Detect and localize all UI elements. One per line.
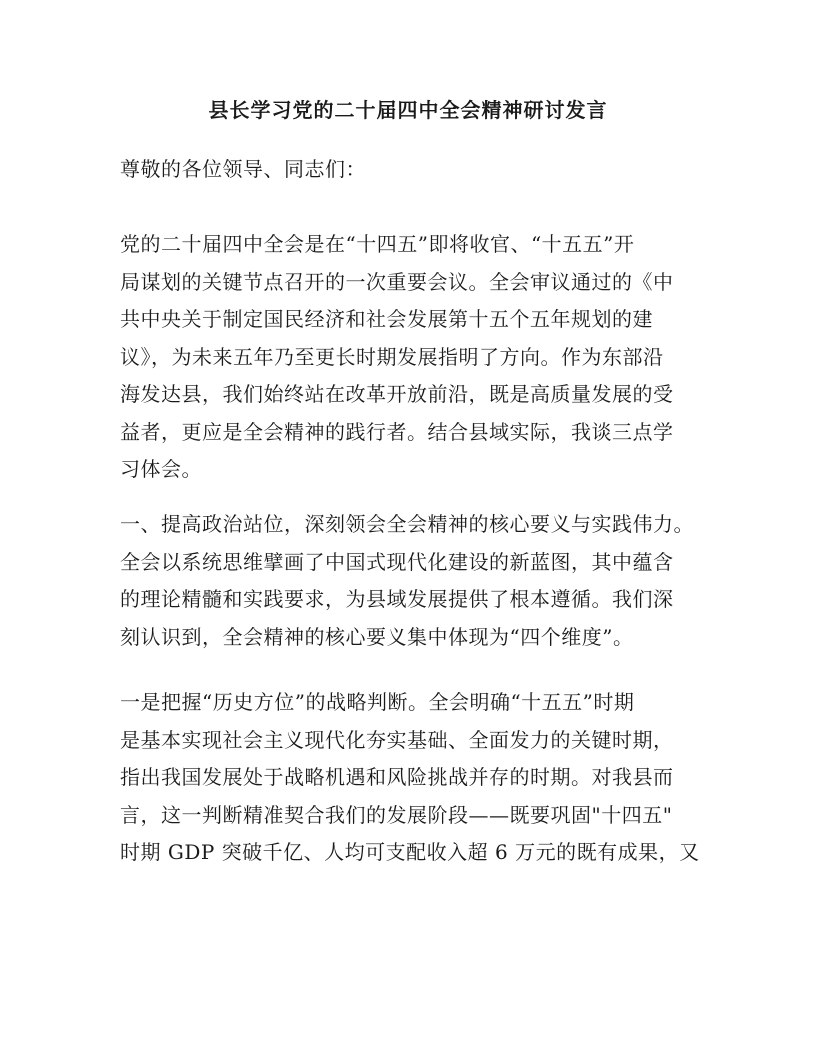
text-line: 言，这一判断精准契合我们的发展阶段——既要巩固"十四五" [120, 802, 673, 827]
text-line: 一是把握“历史方位”的战略判断。全会明确“十五五”时期 [120, 690, 635, 714]
document-title: 县长学习党的二十届四中全会精神研讨发言 [208, 98, 608, 122]
text-line: 刻认识到，全会精神的核心要义集中体现为“四个维度”。 [120, 624, 634, 649]
text-line: 党的二十届四中全会是在“十四五”即将收官、“十五五”开 [120, 232, 635, 256]
text-line: 时期 GDP 突破千亿、人均可支配收入超 6 万元的既有成果，又 [120, 840, 700, 864]
text-line: 指出我国发展处于战略机遇和风险挑战并存的时期。对我县而 [120, 765, 674, 789]
text-line: 的理论精髓和实践要求，为县域发展提供了根本遵循。我们深 [120, 587, 674, 611]
text-line: 共中央关于制定国民经济和社会发展第十五个五年规划的建 [120, 307, 653, 331]
paragraph-intro [120, 226, 700, 489]
text-line: 议》，为未来五年乃至更长时期发展指明了方向。作为东部沿 [120, 344, 664, 369]
text-line: 局谋划的关键节点召开的一次重要会议。全会审议通过的《中 [120, 269, 674, 294]
text-line: 益者，更应是全会精神的践行者。结合县域实际，我谈三点学 [120, 419, 674, 444]
text-line: 一、提高政治站位，深刻领会全会精神的核心要义与实践伟力。 [120, 512, 694, 536]
text-line: 全会以系统思维擘画了中国式现代化建设的新蓝图，其中蕴含 [120, 549, 674, 574]
salutation [120, 151, 700, 189]
paragraph-point-one [120, 684, 700, 872]
text-line: 习体会。 [120, 457, 202, 481]
paragraph-section-one [120, 506, 700, 656]
salutation-line: 尊敬的各位领导、同志们： [120, 157, 366, 181]
text-line: 海发达县，我们始终站在改革开放前沿，既是高质量发展的受 [120, 382, 674, 406]
text-line: 是基本实现社会主义现代化夯实基础、全面发力的关键时期， [120, 727, 674, 752]
